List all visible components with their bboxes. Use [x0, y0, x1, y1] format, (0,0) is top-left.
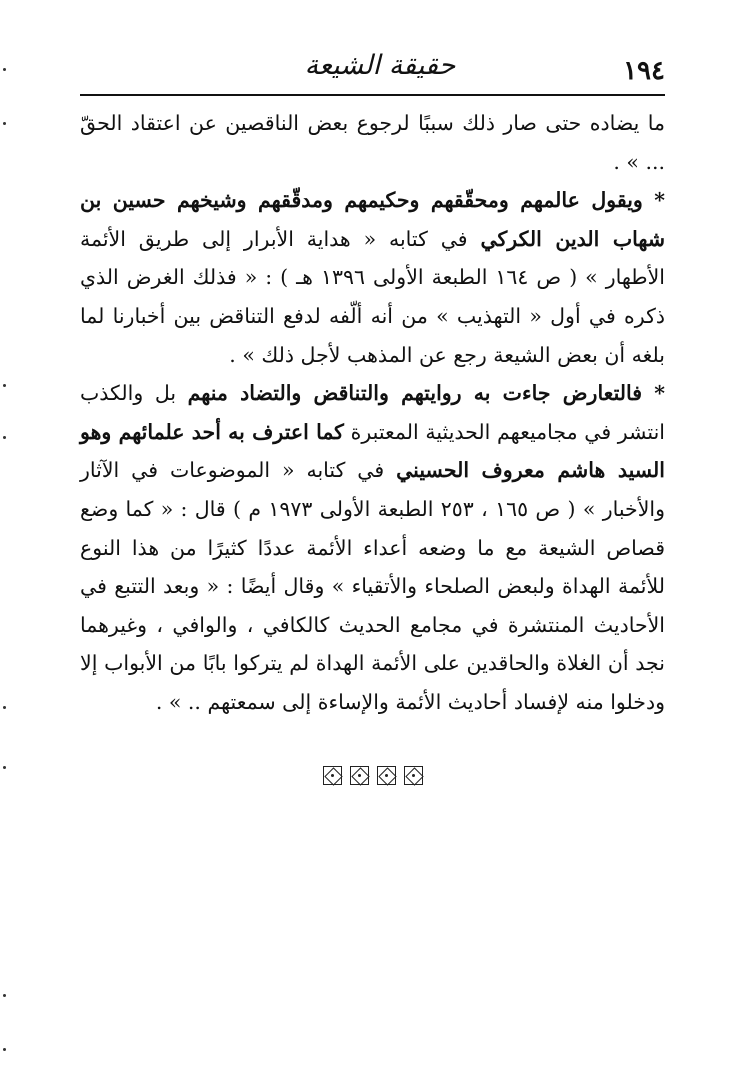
ornament-icon [350, 766, 369, 785]
page-header [80, 44, 665, 94]
scan-mark [3, 122, 6, 125]
section-end-ornaments [80, 766, 665, 790]
body-text [80, 104, 665, 722]
paragraph-3-text-b: في كتابه « الموضوعات في الآثار والأخبار » ( ص ١٦٥ ، ٢٥٣ الطبعة الأولى ١٩٧٣ م ) قال : « كما وضع قصاص الشيعة مع ما وضعه أعداء الأئمة عددًا كثيرًا من هذا النوع للأئمة الهداة ولبعض الصلحاء والأتقياء » وقال أيضًا : « وبعد التتبع في الأحاديث المنتشرة في مجامع الحديث كالكافي ، والوافي ، وغيرهما نجد أن الغلاة والحاقدين على الأئمة الهداة لم يتركوا بابًا من الأبواب إلا ودخلوا منه لإفساد أحاديث الأئمة والإساءة إلى سمعتهم .. » . [80, 458, 665, 714]
ornament-icon [323, 766, 342, 785]
scan-mark [3, 706, 6, 709]
scan-mark [3, 766, 6, 769]
paragraph-2-bold: * ويقول عالمهم ومحقّقهم وحكيمهم ومدقّقهم وشيخهم حسين بن شهاب الدين الكركي [80, 188, 665, 251]
scan-mark [3, 1048, 6, 1051]
paragraph-1-text: ما يضاده حتى صار ذلك سببًا لرجوع بعض الناقصين عن اعتقاد الحقّ ... » . [80, 111, 665, 174]
paragraph-2 [80, 181, 665, 374]
paragraph-3-bold: * فالتعارض جاءت به روايتهم والتناقض والتضاد منهم [187, 381, 665, 406]
ornament-icon [377, 766, 396, 785]
scan-mark [3, 994, 6, 997]
running-title: حقيقة الشيعة [304, 50, 456, 81]
paragraph-3 [80, 374, 665, 721]
scan-mark [3, 68, 6, 71]
paragraph-3-bold-b: كما اعترف به أحد علمائهم وهو السيد هاشم معروف الحسيني [80, 419, 666, 483]
page-number: ١٩٤ [623, 56, 665, 86]
scan-mark [3, 384, 6, 387]
header-rule [80, 94, 665, 96]
scan-mark [3, 436, 6, 439]
paragraph-1 [80, 104, 665, 181]
paragraph-2-text: في كتابه « هداية الأبرار إلى طريق الأئمة الأطهار » ( ص ١٦٤ الطبعة الأولى ١٣٩٦ هـ ) : « فذلك الغرض الذي ذكره في أول « التهذيب » من أنه ألّفه لدفع التناقض بين أخبارنا لما بلغه أن بعض الشيعة رجع عن المذهب لأجل ذلك » . [80, 226, 666, 367]
paragraph-3-text-a: بل والكذب انتشر في مجاميعهم الحديثية المعتبرة [80, 381, 665, 444]
ornament-icon [404, 766, 423, 785]
